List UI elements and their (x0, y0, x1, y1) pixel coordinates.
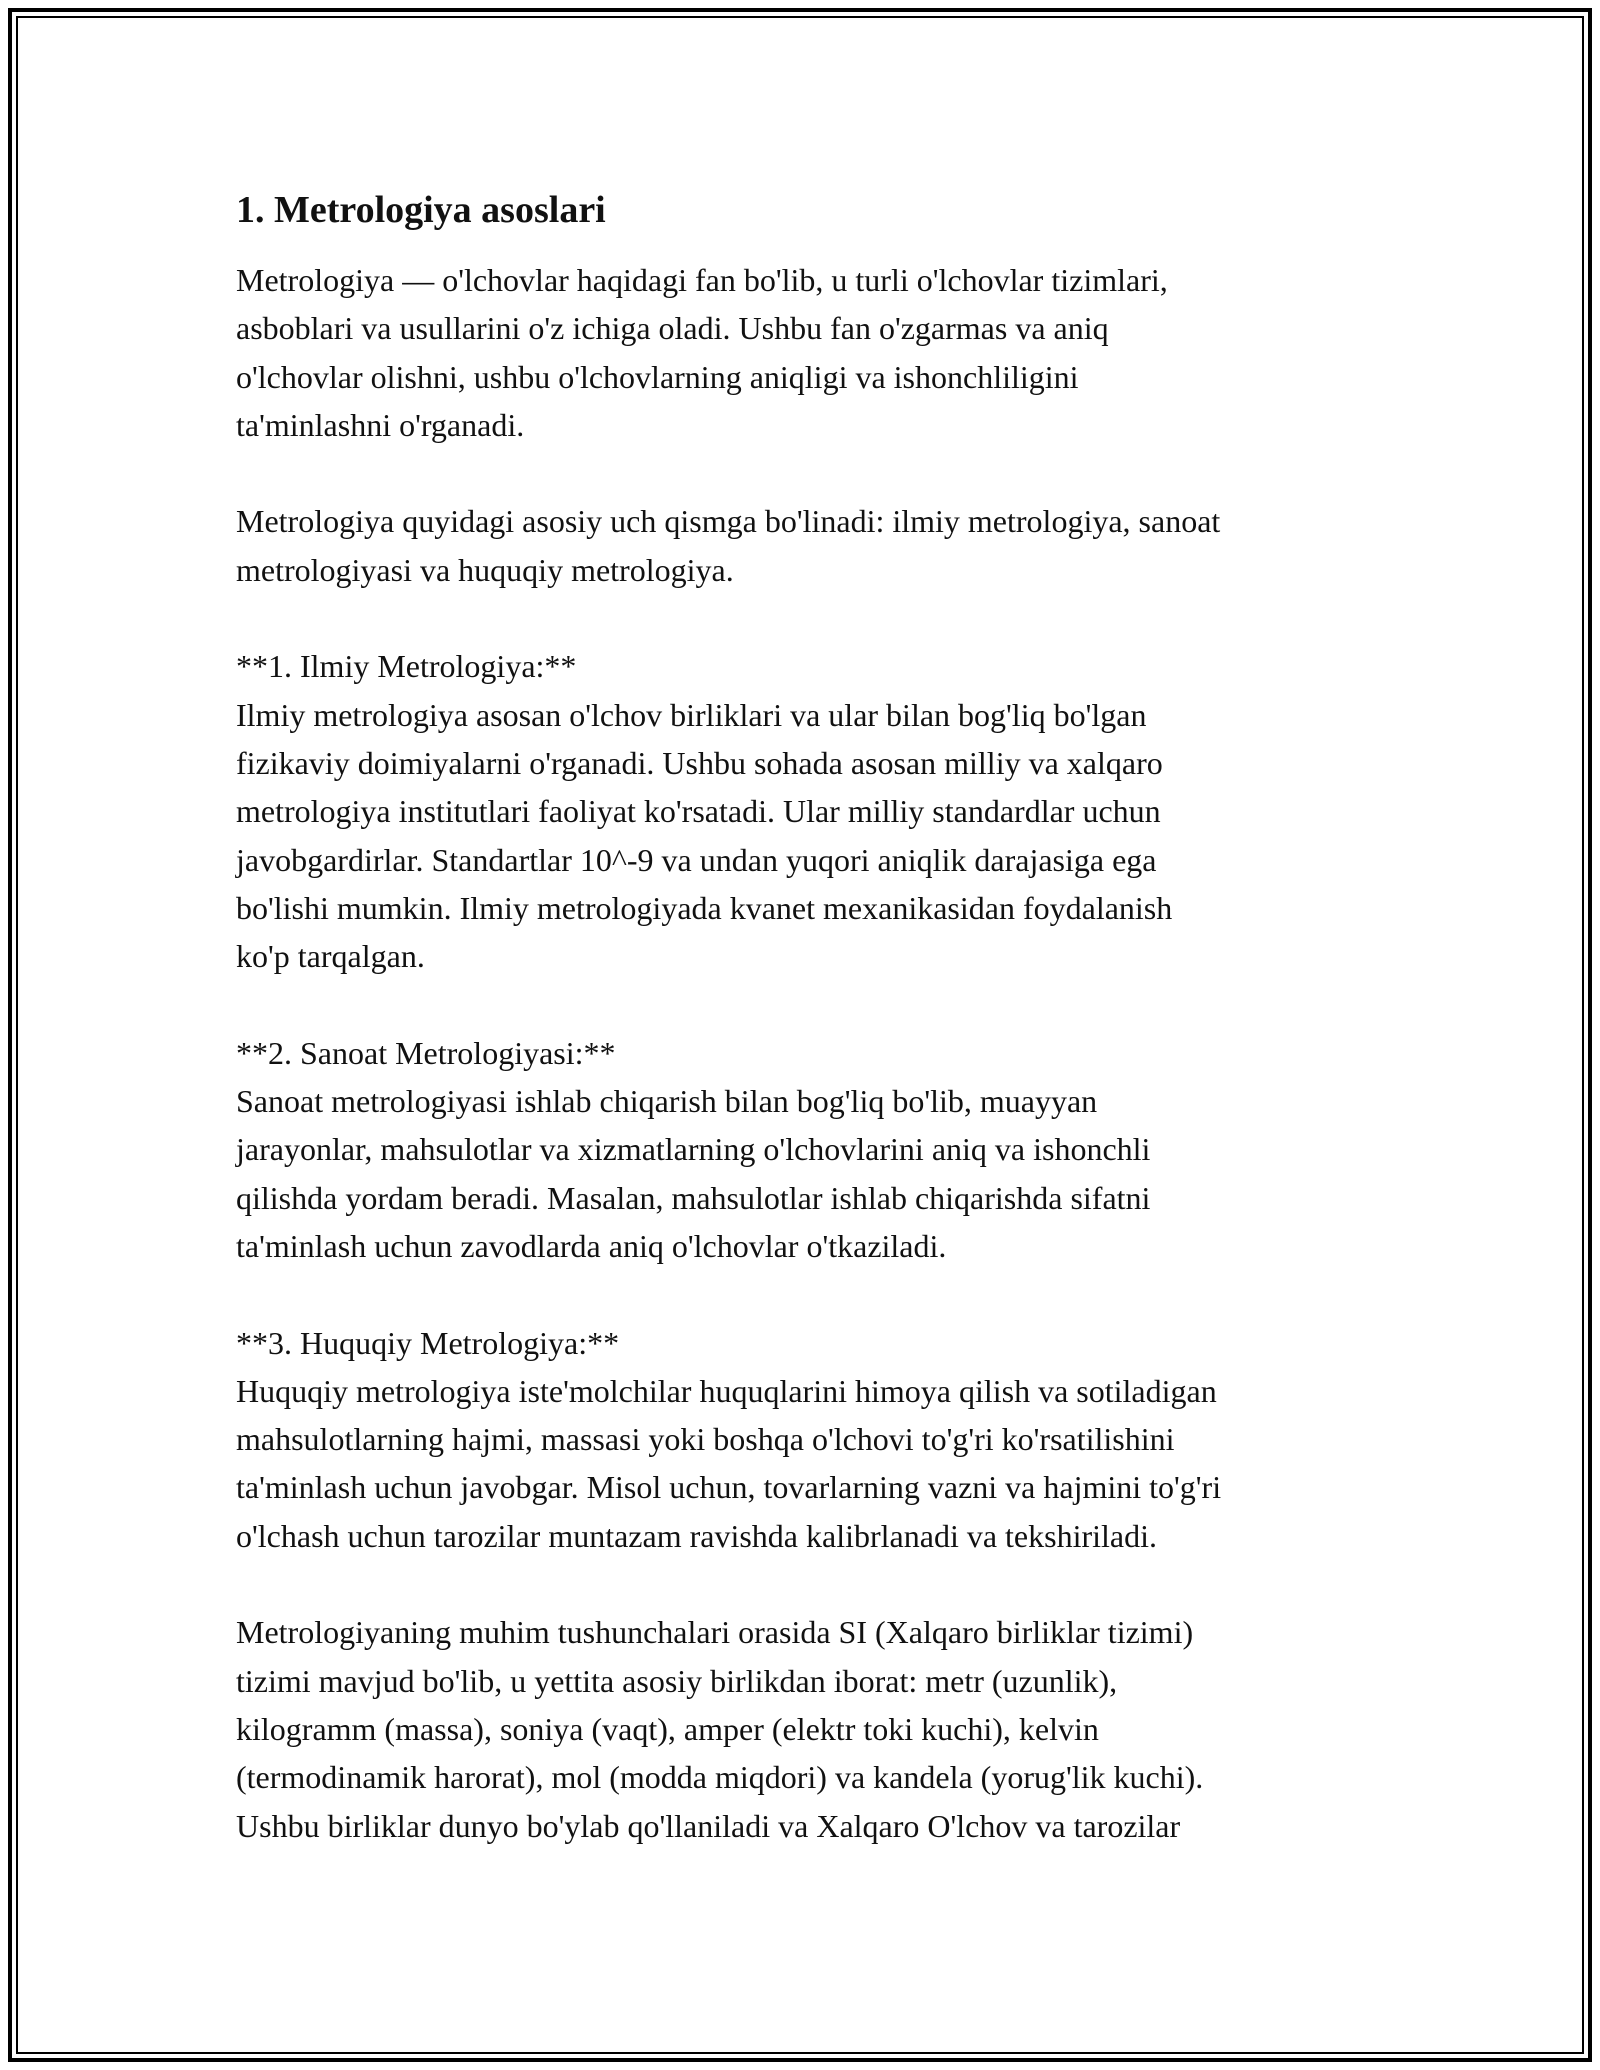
document-body (236, 184, 1386, 1850)
subsection-title: **1. Ilmiy Metrologiya:** (236, 648, 577, 685)
text-line: Sanoat metrologiyasi ishlab chiqarish bilan bog'liq bo'lib, muayyan (236, 1083, 1098, 1120)
text-line: (termodinamik harorat), mol (modda miqdori) va kandela (yorug'lik kuchi). (236, 1759, 1204, 1796)
subsection-title: **3. Huquqiy Metrologiya:** (236, 1324, 620, 1361)
text-line: Ilmiy metrologiya asosan o'lchov birliklari va ular bilan bog'liq bo'lgan (236, 696, 1147, 733)
text-line: jarayonlar, mahsulotlar va xizmatlarning o'lchovlarini aniq va ishonchli (236, 1131, 1151, 1168)
text-line: o'lchovlar olishni, ushbu o'lchovlarning aniqligi va ishonchliligini (236, 358, 1079, 395)
paragraph-industrial-metrology (236, 1029, 1386, 1270)
text-line: asboblari va usullarini o'z ichiga oladi. Ushbu fan o'zgarmas va aniq (236, 310, 1109, 347)
paragraph-gap (236, 449, 1386, 497)
text-line: mahsulotlarning hajmi, massasi yoki boshqa o'lchovi to'g'ri ko'rsatilishini (236, 1421, 1175, 1458)
text-line: ta'minlash uchun zavodlarda aniq o'lchovlar o'tkaziladi. (236, 1227, 947, 1264)
text-line: javobgardirlar. Standartlar 10^-9 va undan yuqori aniqlik darajasiga ega (236, 841, 1157, 878)
text-line: Metrologiyaning muhim tushunchalari orasida SI (Xalqaro birliklar tizimi) (236, 1614, 1194, 1651)
subsection-title: **2. Sanoat Metrologiyasi:** (236, 1034, 616, 1071)
paragraph-gap (236, 1560, 1386, 1608)
text-line: Metrologiya — o'lchovlar haqidagi fan bo'lib, u turli o'lchovlar tizimlari, (236, 262, 1168, 298)
text-line: qilishda yordam beradi. Masalan, mahsulotlar ishlab chiqarishda sifatni (236, 1179, 1151, 1216)
paragraph-scientific-metrology (236, 642, 1386, 980)
text-line: o'lchash uchun tarozilar muntazam ravishda kalibrlanadi va tekshiriladi. (236, 1517, 1157, 1554)
text-line: metrologiya institutlari faoliyat ko'rsatadi. Ular milliy standardlar uchun (236, 793, 1161, 830)
paragraph-gap (236, 1270, 1386, 1318)
text-line: bo'lishi mumkin. Ilmiy metrologiyada kvanet mexanikasidan foydalanish (236, 889, 1173, 926)
text-line: ta'minlash uchun javobgar. Misol uchun, tovarlarning vazni va hajmini to'g'ri (236, 1469, 1222, 1506)
text-line: ta'minlashni o'rganadi. (236, 406, 525, 443)
paragraph-si-units (236, 1608, 1386, 1849)
paragraph-intro (236, 256, 1386, 449)
paragraph-divisions (236, 497, 1386, 594)
paragraph-legal-metrology (236, 1319, 1386, 1560)
text-line: Ushbu birliklar dunyo bo'ylab qo'llaniladi va Xalqaro O'lchov va tarozilar (236, 1807, 1181, 1844)
text-line: kilogramm (massa), soniya (vaqt), amper (elektr toki kuchi), kelvin (236, 1710, 1099, 1747)
text-line: Metrologiya quyidagi asosiy uch qismga bo'linadi: ilmiy metrologiya, sanoat (236, 503, 1221, 540)
text-line: metrologiyasi va huquqiy metrologiya. (236, 551, 734, 588)
text-line: fizikaviy doimiyalarni o'rganadi. Ushbu sohada asosan milliy va xalqaro (236, 744, 1163, 781)
text-line: ko'p tarqalgan. (236, 938, 425, 975)
paragraph-gap (236, 980, 1386, 1028)
text-line: Huquqiy metrologiya iste'molchilar huquqlarini himoya qilish va sotiladigan (236, 1372, 1217, 1409)
text-line: tizimi mavjud bo'lib, u yettita asosiy birlikdan iborat: metr (uzunlik), (236, 1662, 1118, 1699)
section-heading: 1. Metrologiya asoslari (236, 189, 606, 231)
paragraph-gap (236, 594, 1386, 642)
